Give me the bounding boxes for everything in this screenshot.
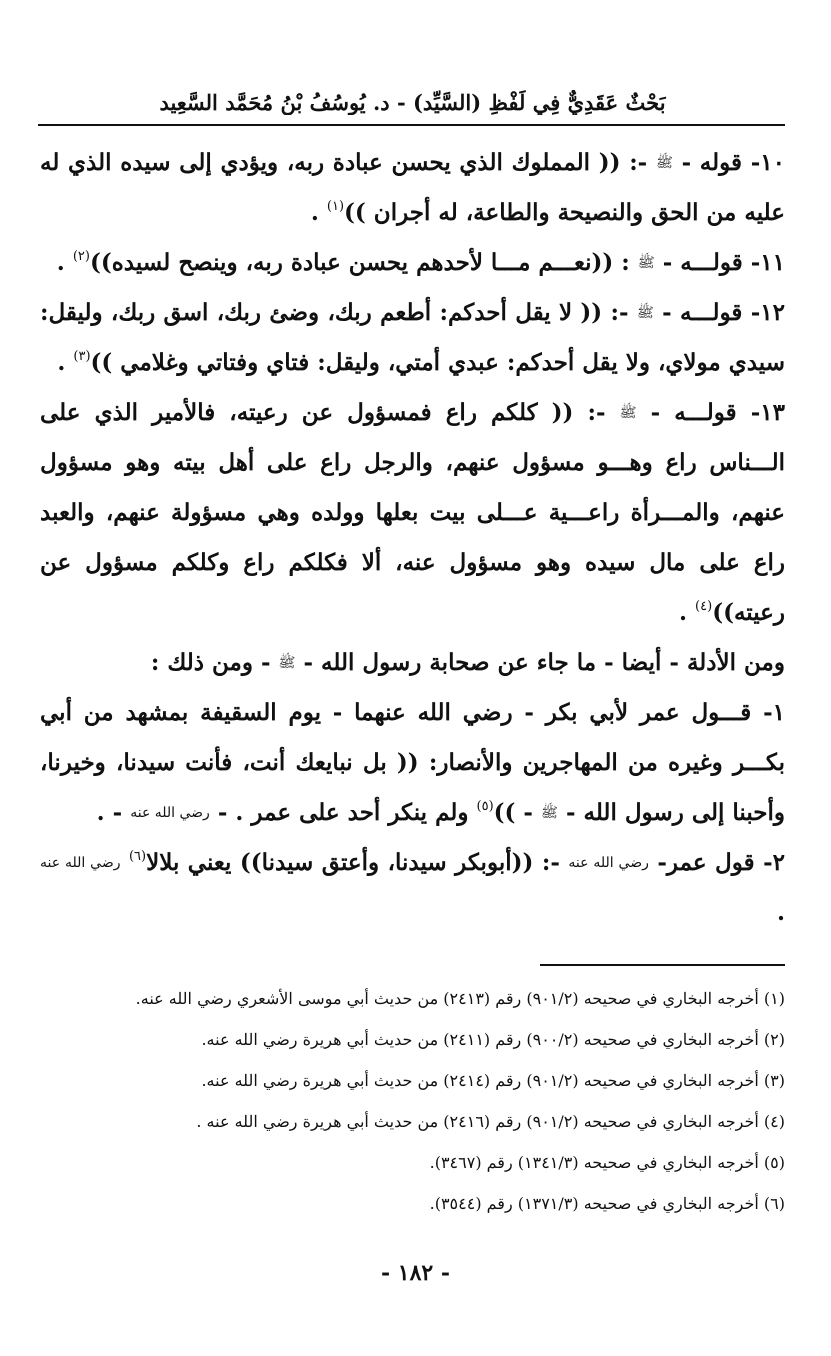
hadith-11: [40, 238, 785, 288]
item-number: ١١-: [750, 249, 785, 276]
text-run: : ((نعـــم مـــا لأحدهم يحسن عبادة ربه، وينصح لسيده)): [89, 249, 630, 276]
hadith-12: [40, 288, 785, 388]
footnote-4: (٤) أخرجه البخاري في صحيحه (٩٠١/٢) رقم (٢٤١٦) من حديث أبي هريرة رضي الله عنه .: [196, 1112, 785, 1131]
salawat-glyph: ﷺ: [637, 255, 655, 271]
salawat-glyph: ﷺ: [636, 305, 654, 321]
radiallahu-glyph: رضي الله عنه: [130, 805, 210, 821]
radiallahu-glyph: رضي الله عنه: [568, 855, 649, 871]
footnote-5: (٥) أخرجه البخاري في صحيحه (١٣٤١/٣) رقم (٣٤٦٧).: [429, 1153, 785, 1172]
text-run: .: [679, 599, 688, 626]
text-run: قولـــه -: [650, 399, 737, 426]
salawat-glyph: ﷺ: [619, 405, 637, 421]
header-rule: [38, 124, 785, 126]
text-run: .: [57, 349, 66, 376]
salawat-glyph: ﷺ: [541, 805, 558, 821]
text-run: ومن الأدلة - أيضا - ما جاء عن صحابة رسول الله -: [303, 649, 785, 676]
page-number: - ١٨٢ -: [380, 1260, 451, 1286]
footnote-2: (٢) أخرجه البخاري في صحيحه (٩٠٠/٢) رقم (٢٤١١) من حديث أبي هريرة رضي الله عنه.: [201, 1030, 785, 1049]
text-run: .: [776, 899, 785, 926]
text-run: قولـــه -: [662, 249, 743, 276]
text-run: - )): [493, 799, 533, 826]
salawat-glyph: ﷺ: [278, 655, 296, 671]
salawat-glyph: ﷺ: [655, 155, 673, 171]
evidence-1: [40, 688, 785, 838]
item-number: ١-: [763, 699, 785, 726]
text-run: قوله -: [681, 149, 743, 176]
footnote-ref: (١): [326, 199, 345, 214]
text-run: قول عمر-: [657, 849, 755, 876]
item-number: ١٢-: [750, 299, 786, 326]
footnotes: [40, 978, 785, 1224]
main-text: [40, 138, 785, 938]
text-run: .: [310, 199, 319, 226]
text-run: .: [56, 249, 65, 276]
footnote-ref: (٣): [73, 349, 91, 364]
companions-intro: [40, 638, 785, 688]
text-run: - .: [96, 799, 123, 826]
footnote-1: (١) أخرجه البخاري في صحيحه (٩٠١/٢) رقم (٢٤١٣) من حديث أبي موسى الأشعري رضي الله عنه.: [135, 989, 785, 1008]
text-run: قـــول عمر لأبي بكر - رضي الله عنهما - يوم السقيفة بمشهد من أبي بكـــر وغيره من المهاجرين والأنصار: (( بل نبايعك أنت، فأنت سيدنا، وخيرنا، وأحبنا إلى رسول الله -: [40, 699, 785, 826]
footnote-ref: (٥): [476, 799, 494, 814]
item-number: ٢-: [763, 849, 786, 876]
item-number: ١٣-: [750, 399, 785, 426]
hadith-10: [40, 138, 785, 238]
hadith-13: [40, 388, 785, 638]
text-run: قولـــه -: [662, 299, 743, 326]
footnote-ref: (٦): [128, 849, 147, 864]
running-header: بَحْثٌ عَقَدِيٌّ فِي لَفْظِ (السَّيِّد) - د. يُوسُفُ بْنُ مُحَمَّد السَّعِيد: [159, 90, 666, 115]
text-run: -: (( كلكم راع فمسؤول عن رعيته، فالأمير الذي على الـــناس راع وهـــو مسؤول عنهم، والرجل راع على أهل بيته وهو مسؤول عنهم، والمـــرأة راعـــية عـــلى بيت بعلها وولده وهي مسؤولة عنهم، والعبد راع على مال سيده وهو مسؤول عنه، ألا فكلكم راع وكلكم مسؤول عن رعيته)): [40, 399, 785, 626]
footnote-3: (٣) أخرجه البخاري في صحيحه (٩٠١/٢) رقم (٢٤١٤) من حديث أبي هريرة رضي الله عنه.: [201, 1071, 785, 1090]
radiallahu-glyph: رضي الله عنه: [40, 855, 121, 871]
footnote-ref: (٤): [695, 599, 713, 614]
text-run: -: (( المملوك الذي يحسن عبادة ربه، ويؤدي إلى سيده الذي له عليه من الحق والنصيحة والطاعة، له أجران )): [40, 149, 785, 226]
footnote-separator: [540, 964, 785, 966]
text-run: -: (( لا يقل أحدكم: أطعم ربك، وضئ ربك، اسق ربك، وليقل: سيدي مولاي، ولا يقل أحدكم: عبدي أمتي، وليقل: فتاي وفتاتي وغلامي )): [40, 299, 785, 376]
text-run: - ومن ذلك :: [150, 649, 271, 676]
footnote-6: (٦) أخرجه البخاري في صحيحه (١٣٧١/٣) رقم (٣٥٤٤).: [429, 1194, 785, 1213]
evidence-2: [40, 838, 785, 938]
item-number: ١٠-: [750, 149, 785, 176]
text-run: -: ((أبوبكر سيدنا، وأعتق سيدنا)) يعني بلالا: [146, 849, 560, 876]
footnote-ref: (٢): [72, 249, 90, 264]
text-run: ولم ينكر أحد على عمر . -: [217, 799, 469, 826]
